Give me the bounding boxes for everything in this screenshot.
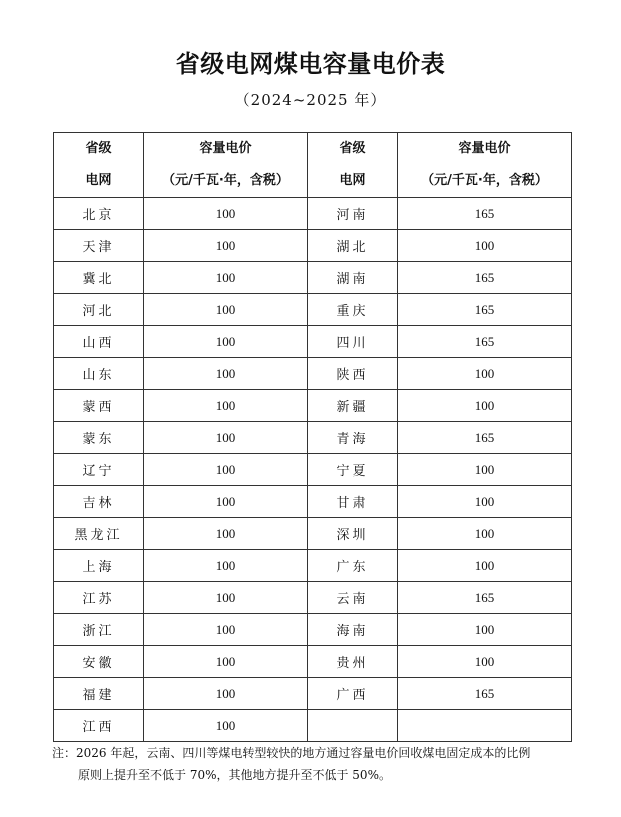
table-row	[54, 358, 572, 390]
province-cell: 宁夏	[308, 454, 398, 486]
header-price-line2: （元/千瓦·年，含税）	[421, 173, 548, 188]
province-cell: 重庆	[308, 294, 398, 326]
province-cell: 黑龙江	[54, 518, 144, 550]
price-cell: 165	[398, 262, 572, 294]
price-cell: 100	[144, 454, 308, 486]
price-cell: 100	[398, 390, 572, 422]
province-cell: 陕西	[308, 358, 398, 390]
price-cell: 100	[398, 358, 572, 390]
table-row	[54, 262, 572, 294]
table-row	[54, 422, 572, 454]
price-cell: 100	[144, 582, 308, 614]
price-cell: 100	[398, 614, 572, 646]
province-cell: 湖北	[308, 230, 398, 262]
price-cell: 100	[144, 198, 308, 230]
province-cell: 天津	[54, 230, 144, 262]
table-header-row	[54, 133, 572, 198]
price-cell: 100	[144, 294, 308, 326]
table-body	[54, 198, 572, 742]
province-cell: 广东	[308, 550, 398, 582]
province-cell: 江西	[54, 710, 144, 742]
province-cell: 湖南	[308, 262, 398, 294]
price-cell: 165	[398, 582, 572, 614]
province-cell: 冀北	[54, 262, 144, 294]
price-cell: 165	[398, 422, 572, 454]
table-row	[54, 486, 572, 518]
price-cell: 165	[398, 294, 572, 326]
province-cell: 深圳	[308, 518, 398, 550]
header-province-right	[308, 133, 398, 198]
header-province-line1: 省级	[339, 141, 366, 156]
province-cell: 河北	[54, 294, 144, 326]
price-cell: 100	[144, 550, 308, 582]
price-cell: 100	[144, 486, 308, 518]
price-cell: 165	[398, 326, 572, 358]
province-cell: 蒙西	[54, 390, 144, 422]
price-cell: 100	[398, 486, 572, 518]
province-cell: 吉林	[54, 486, 144, 518]
table-row	[54, 678, 572, 710]
province-cell: 北京	[54, 198, 144, 230]
province-cell: 山西	[54, 326, 144, 358]
province-cell: 甘肃	[308, 486, 398, 518]
price-cell: 165	[398, 678, 572, 710]
page-subtitle: （2024~2025 年）	[234, 91, 387, 109]
price-cell: 100	[398, 518, 572, 550]
price-cell: 100	[398, 454, 572, 486]
price-cell: 100	[144, 518, 308, 550]
table-row	[54, 454, 572, 486]
header-price-line1: 容量电价	[458, 141, 511, 156]
table-row	[54, 230, 572, 262]
page-title: 省级电网煤电容量电价表	[175, 50, 446, 78]
table-row	[54, 582, 572, 614]
price-cell: 100	[144, 710, 308, 742]
price-cell: 100	[144, 262, 308, 294]
province-cell: 贵州	[308, 646, 398, 678]
header-province-left	[54, 133, 144, 198]
price-cell: 100	[144, 646, 308, 678]
footnote-line2: 原则上提升至不低于 70%，其他地方提升至不低于 50%。	[78, 768, 391, 782]
province-cell: 安徽	[54, 646, 144, 678]
price-cell: 100	[144, 326, 308, 358]
capacity-price-table	[53, 132, 572, 742]
province-cell: 青海	[308, 422, 398, 454]
table-row	[54, 550, 572, 582]
province-cell: 云南	[308, 582, 398, 614]
header-price-left	[144, 133, 308, 198]
header-province-line2: 电网	[85, 173, 112, 188]
table-row	[54, 710, 572, 742]
price-cell: 100	[144, 422, 308, 454]
table-row	[54, 614, 572, 646]
footnote-line1: 注：2026 年起，云南、四川等煤电转型较快的地方通过容量电价回收煤电固定成本的比例	[52, 746, 531, 760]
header-province-line2: 电网	[339, 173, 366, 188]
province-cell: 广西	[308, 678, 398, 710]
header-price-right	[398, 133, 572, 198]
province-cell: 辽宁	[54, 454, 144, 486]
table-row	[54, 646, 572, 678]
province-cell: 江苏	[54, 582, 144, 614]
price-cell: 100	[398, 550, 572, 582]
table-row	[54, 294, 572, 326]
price-cell: 100	[144, 230, 308, 262]
province-cell: 福建	[54, 678, 144, 710]
price-cell: 100	[144, 614, 308, 646]
province-cell: 河南	[308, 198, 398, 230]
price-cell: 100	[144, 358, 308, 390]
header-price-line1: 容量电价	[199, 141, 252, 156]
footnote	[52, 742, 572, 786]
province-cell	[308, 710, 398, 742]
province-cell: 四川	[308, 326, 398, 358]
price-cell: 100	[398, 230, 572, 262]
province-cell: 山东	[54, 358, 144, 390]
price-cell: 165	[398, 198, 572, 230]
price-cell: 100	[398, 646, 572, 678]
province-cell: 蒙东	[54, 422, 144, 454]
province-cell: 海南	[308, 614, 398, 646]
province-cell: 新疆	[308, 390, 398, 422]
price-cell	[398, 710, 572, 742]
table-row	[54, 390, 572, 422]
price-cell: 100	[144, 390, 308, 422]
price-cell: 100	[144, 678, 308, 710]
province-cell: 浙江	[54, 614, 144, 646]
header-price-line2: （元/千瓦·年，含税）	[162, 173, 289, 188]
table-row	[54, 518, 572, 550]
table-row	[54, 326, 572, 358]
header-province-line1: 省级	[85, 141, 112, 156]
table-row	[54, 198, 572, 230]
province-cell: 上海	[54, 550, 144, 582]
